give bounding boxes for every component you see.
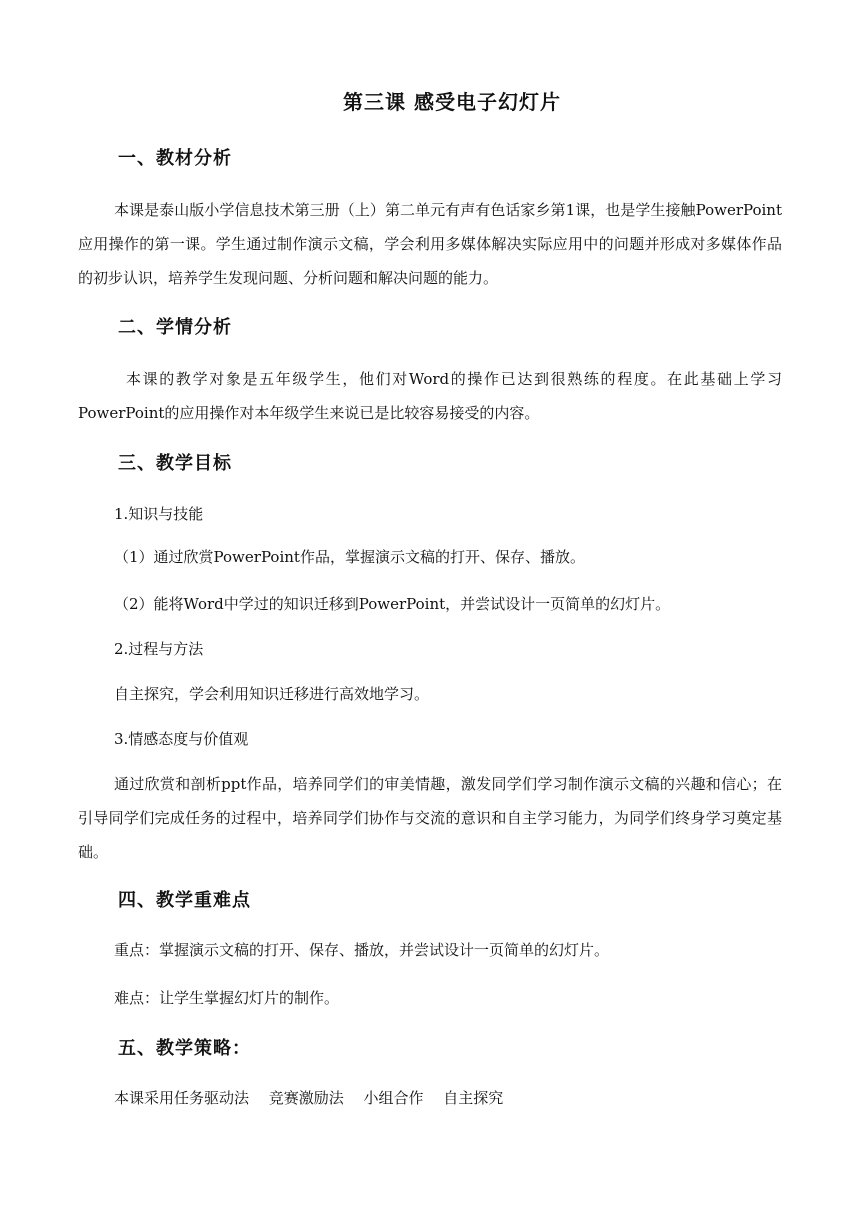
key-point-text: 重点：掌握演示文稿的打开、保存、播放，并尝试设计一页简单的幻灯片。 (114, 941, 610, 959)
section-heading-teaching-goals: 三、教学目标 (118, 453, 232, 474)
goal-knowledge-skills-item-2: （2）能将Word中学过的知识迁移到PowerPoint，并尝试设计一页简单的幻灯片。 (114, 595, 671, 613)
goal-knowledge-skills-item-1: （1）通过欣赏PowerPoint作品，掌握演示文稿的打开、保存、播放。 (114, 548, 585, 566)
section-heading-learner-analysis: 二、学情分析 (118, 317, 232, 338)
textbook-analysis-paragraph: 本课是泰山版小学信息技术第三册（上）第二单元有声有色话家乡第1课，也是学生接触PowerPoint应用操作的第一课。学生通过制作演示文稿，学会利用多媒体解决实际应用中的问题并形成对多媒体作品的初步认识，培养学生发现问题、分析问题和解决问题的能力。 (78, 201, 782, 287)
section-heading-key-difficult-points: 四、教学重难点 (118, 890, 251, 911)
goal-knowledge-skills-title: 1.知识与技能 (114, 505, 204, 523)
section-heading-teaching-strategy: 五、教学策略： (118, 1038, 251, 1059)
section-heading-textbook-analysis: 一、教材分析 (118, 148, 232, 169)
goal-process-methods-title: 2.过程与方法 (114, 640, 204, 658)
teaching-strategy-text: 本课采用任务驱动法 竞赛激励法 小组合作 自主探究 (114, 1089, 504, 1107)
goal-emotion-values-title: 3.情感态度与价值观 (114, 730, 249, 748)
difficult-point-text: 难点：让学生掌握幻灯片的制作。 (114, 989, 340, 1007)
document-title: 第三课 感受电子幻灯片 (343, 90, 561, 114)
goal-process-methods-text: 自主探究，学会利用知识迁移进行高效地学习。 (114, 685, 430, 703)
learner-analysis-paragraph: 本课的教学对象是五年级学生，他们对Word的操作已达到很熟练的程度。在此基础上学习PowerPoint的应用操作对本年级学生来说已是比较容易接受的内容。 (78, 370, 782, 422)
goal-emotion-values-paragraph: 通过欣赏和剖析ppt作品，培养同学们的审美情趣，激发同学们学习制作演示文稿的兴趣和信心；在引导同学们完成任务的过程中，培养同学们协作与交流的意识和自主学习能力，为同学们终身学习奠定基础。 (78, 775, 782, 861)
